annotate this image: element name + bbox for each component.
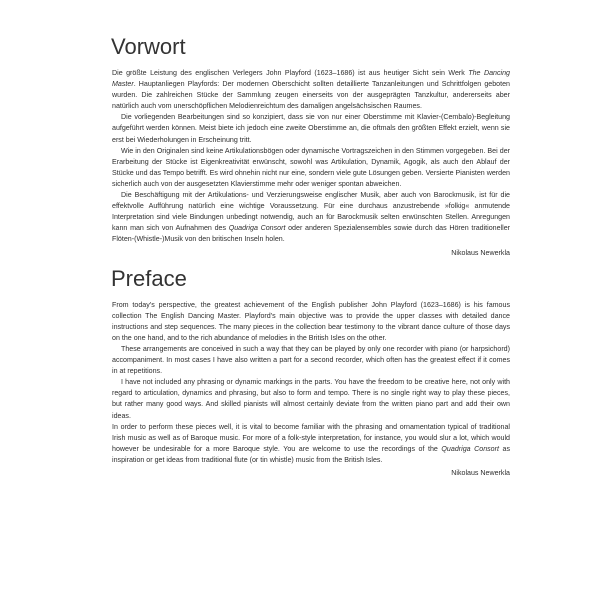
preface-heading: Preface	[111, 265, 187, 291]
vorwort-paragraph-1	[112, 68, 510, 112]
preface-paragraph-4	[112, 422, 510, 466]
vorwort-p4-ensemble: Quadriga Consort	[228, 224, 286, 233]
vorwort-p1-text-b: . Hauptanliegen Playfords: Der modernen Oberschicht sollten detaillierte Tanzanleitungen und Schrittfolgen geboten wurden. Die zahlreichen Stücke der Sammlung zeugen einerseits von der ausgeprägten Tanzkultur, andererseits aber natürlich auch vom unerschöpflichen Melodienreichtum des damaligen angelsächsischen Raumes.	[112, 80, 510, 111]
vorwort-section	[112, 34, 510, 259]
preface-paragraph-1: From today’s perspective, the greatest achievement of the English publisher John Playford (1623–1686) is his famous collection The English Dancing Master. Playford’s main objective was to provide the upper classes with detailed dance instructions and step sequences. The many pieces in the collection bear testimony to the vibrant dance culture of those days on the one hand, and to the rich abundance of melodies in the British Isles on the other.	[112, 300, 510, 342]
vorwort-p1-title: The Dancing Master	[112, 69, 510, 89]
vorwort-p4-text-a: Die Beschäftigung mit der Artikulations- und Verzierungsweise englischer Musik, aber auch von Barockmusik, ist für die effektvolle Aufführung natürlich eine wichtige Voraussetzung. Für eine durchaus anzustrebende »folkig« anmutende Interpretation sind viele Bindungen unbedingt notwendig, auch an für Barockmusik selten erwünschten Stellen. Anregungen kann man sich von Aufnahmen des	[112, 191, 510, 233]
preface-p4-text-b: as inspiration or get ideas from traditional flute (or tin whistle) music from the British Isles.	[112, 444, 510, 464]
preface-paragraph-2: These arrangements are conceived in such a way that they can be played by only one recorder with piano (or harpsichord) accompaniment. In most cases I have also written a part for a second recorder, which often has the greatest effect if it comes in at repetitions.	[112, 344, 510, 376]
vorwort-p4-text-b: oder anderen Spezialensembles sowie durch das Hören traditioneller Flöten-(Whistle-)Musik von den britischen Inseln holen.	[112, 224, 511, 244]
preface-section	[112, 266, 510, 480]
vorwort-heading: Vorwort	[111, 34, 186, 59]
preface-p4-text-a: In order to perform these pieces well, it is vital to become familiar with the phrasing and ornamentation typical of traditional Irish music as well as of Baroque music. For more of a folk-style interpretation, for instance, you would slur a lot, which would however be undesirable for a more Baroque style. You are welcome to use the recordings of the	[112, 422, 510, 453]
vorwort-paragraph-3: Wie in den Originalen sind keine Artikulationsbögen oder dynamische Vortragszeichen in den Stimmen vorgegeben. Bei der Erarbeitung der Stücke ist Eigenkreativität erwünscht, sowohl was Artikulation, Dynamik, Agogik, als auch den Ablauf der Stücke und das Tempo betrifft. Es wird ohnehin nicht nur eine, sondern viele gute Lösungen geben. Versierte Pianisten werden sicherlich auch von der ausgesetzten Klavierstimme mehr oder weniger spontan abweichen.	[112, 146, 510, 188]
preface-p4-ensemble: Quadriga Consort	[441, 444, 499, 453]
vorwort-signature: Nikolaus Newerkla	[451, 248, 510, 257]
preface-paragraph-3: I have not included any phrasing or dynamic markings in the parts. You have the freedom to be creative here, not only with regard to articulation, dynamics and phrasing, but also to form and tempo. There is no single right way to play these pieces, but rather many good ways. And skilled pianists will almost certainly deviate from the written piano part and add their own ideas.	[112, 378, 510, 420]
preface-signature: Nikolaus Newerkla	[451, 469, 510, 477]
vorwort-p1-text-a: Die größte Leistung des englischen Verlegers John Playford (1623–1686) ist aus heutiger Sicht sein Werk	[112, 69, 469, 77]
vorwort-paragraph-2: Die vorliegenden Bearbeitungen sind so konzipiert, dass sie von nur einer Oberstimme mit Klavier-(Cembalo)-Begleitung aufgeführt werden können. Meist biete ich jedoch eine zweite Oberstimme an, die oftmals den größten Effekt erzielt, wenn sie erst bei Wiederholungen in Erscheinung tritt.	[112, 113, 510, 144]
vorwort-paragraph-4	[112, 190, 510, 245]
